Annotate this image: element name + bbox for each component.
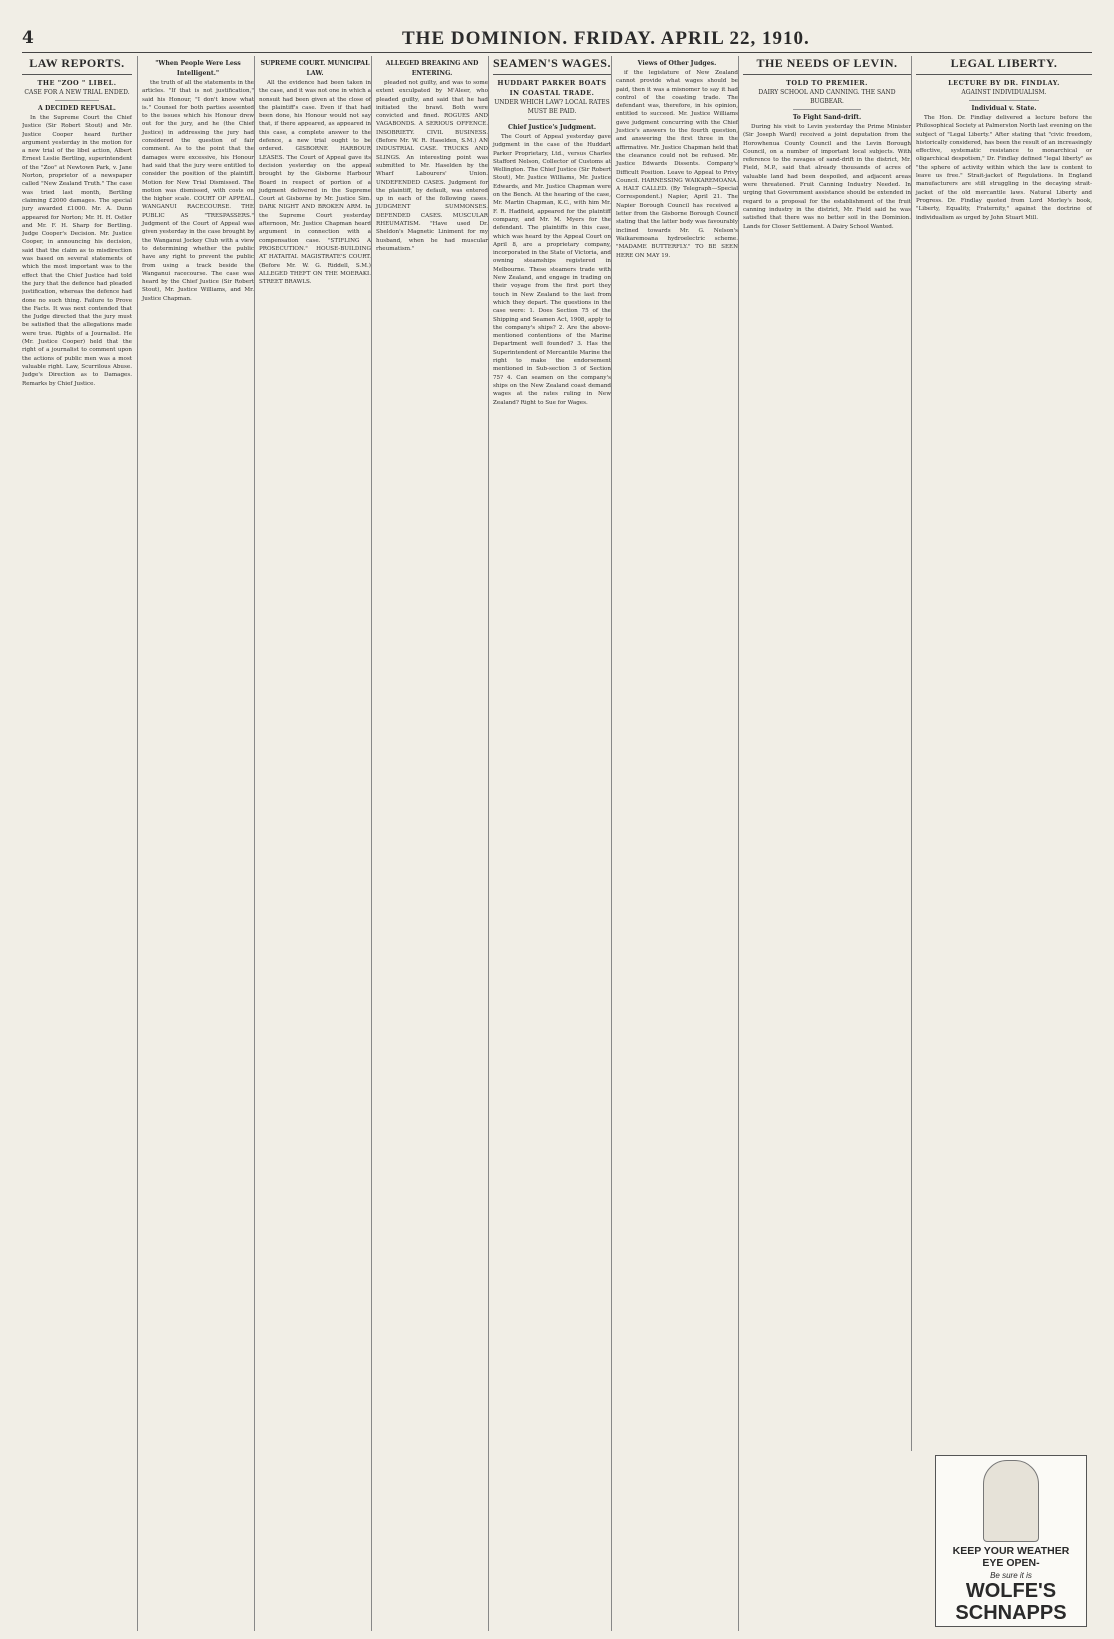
section-heading: SUPREME COURT. MUNICIPAL LAW. [260, 60, 370, 77]
column-1 [22, 56, 132, 1631]
section-heading: To Fight Sand-drift. [792, 114, 862, 121]
column-2 [137, 56, 254, 1631]
column-8 [911, 56, 1092, 1451]
article-body: if the legislature of New Zealand cannot provide what wages should be paid, then it was a misnomer to say it had control of the coasting trade. The defendant was, therefore, in his opinion, entitled to succeed. Mr. Justice Williams gave judgment concurring with the Chief Justice's answers to the fourth question, and answering the first three in the affirmative. Mr. Justice Chapman held that the clearance could not be refused. Mr. Justice Edwards Dissents. Company's Difficult Position. Leave to Appeal to Privy Council. HARNESSING WAIKAREMOANA. A HALT CALLED. (By Telegraph—Special Correspondent.) Napier, April 21. The Napier Borough Council has received a letter from the Gisborne Borough Council stating that the latter body was favourably inclined towards Mr. G. Nelson's Waikaremoana hydroelectric scheme. "MADAME BUTTERFLY." TO BE SEEN HERE ON MAY 19. [616, 70, 738, 259]
schnapps-advertisement [935, 1455, 1087, 1627]
column-7 [738, 56, 911, 1631]
article-body: All the evidence had been taken in the case, and it was not one in which a nonsuit had been given at the close of the plaintiff's case. Even if that had been done, his Honour would not say that, if there appeared, as appeared in this case, a complete answer to the defence, a new trial ought to be ordered. GISBORNE HARBOUR LEASES. The Court of Appeal gave its decision yesterday on the appeal brought by the Gisborne Harbour Board in respect of portion of a judgment delivered in the Supreme Court at Gisborne by Mr. Justice Sim. DARK NIGHT AND BROKEN ARM. In the Supreme Court yesterday afternoon, Mr. Justice Chapman heard argument in connection with a compensation case. "STIFLING A PROSECUTION." HOUSE-BUILDING AT HATAITAI. MAGISTRATE'S COURT. (Before Mr. W. G. Riddell, S.M.) ALLEGED THEFT ON THE MOERAKI. STREET BRAWLS. [259, 80, 371, 286]
column-6 [611, 56, 738, 1631]
section-heading: A DECIDED REFUSAL. [38, 105, 116, 112]
page-number: 4 [22, 28, 34, 48]
advert-line-3: Be sure it is [990, 1571, 1032, 1580]
article-body: In the Supreme Court the Chief Justice (Sir Robert Stout) and Mr. Justice Cooper heard further argument yesterday in the motion for a new trial of the libel action, Albert Ernest Leslie Bertling, superintendent of the "Zoo" at Newtown Park, v. Jane Norton, proprietor of a newspaper called "New Zealand Truth." The case was tried last month, Bertling claiming £2000 damages. The special jury awarded £1000. Mr. A. Dunn appeared for Norton; Mr. H. H. Ostler and Mr. F. H. Sharp for Bertling. Judge Cooper's Decision. Mr. Justice Cooper, in announcing his decision, said that the claim as to misdirection was based on several statements of which the most important was to the effect that the Chief Justice had told the jury that the defence had pleaded justification, whereas the defence had done no such thing. Failure to Prove the Facts. It was next contended that the Judge directed that the jury must be satisfied that the allegations made were true. Rights of a Journalist. He (Mr. Justice Cooper) held that the right of a journalist to comment upon the actions of public men was a most valuable right. Law, Scurrilous Abuse. Judge's Direction as to Damages. Remarks by Chief Justice. [22, 115, 132, 387]
deck: DAIRY SCHOOL AND CANNING. THE SAND BUGBEAR. [758, 89, 896, 105]
deck: UNDER WHICH LAW? LOCAL RATES MUST BE PAID. [494, 99, 610, 115]
headline: THE NEEDS OF LEVIN. [743, 56, 911, 75]
section-heading: "When People Were Less Intelligent." [155, 60, 241, 77]
deck: AGAINST INDIVIDUALISM. [961, 89, 1047, 96]
article-body: The Court of Appeal yesterday gave judgment in the case of the Huddart Parker Proprietary, Ltd., versus Charles Stafford Nelson, Collector of Customs at Wellington. The Chief Justice (Sir Robert Stout), Mr. Justice Williams, Mr. Justice Edwards, and Mr. Justice Chapman were on the Bench. At the hearing of the case, Mr. Martin Chapman, K.C., with him Mr. F. R. Hadfield, appeared for the plaintiff company, and Mr. M. Myers for the defendant. The plaintiffs in this case, which was heard by the Appeal Court on April 8, are a proprietary company, incorporated in the State of Victoria, and owning steamships registered in Melbourne. These steamers trade with New Zealand, and engage in trading on their voyage from the first port they touch in New Zealand to the last from which they depart. The questions in the case were: 1. Does Section 75 of the Shipping and Seamen Act, 1908, apply to the company's ships? 2. Are the above-mentioned contentions of the Marine Department well founded? 3. Has the Superintendent of Mercantile Marine the right to make the endorsement mentioned in Sub-section 3 of Section 75? 4. Can seamen on the company's ships on the New Zealand coast demand wages at the rates ruling in New Zealand? Right to Sue for Wages. [493, 134, 611, 406]
subheadline: LECTURE BY DR. FINDLAY. [948, 79, 1060, 87]
newspaper-title: THE DOMINION. FRIDAY. APRIL 22, 1910. [402, 28, 810, 49]
section-heading: Chief Justice's Judgment. [508, 124, 596, 131]
headline: SEAMEN'S WAGES. [493, 56, 611, 75]
article-body: pleaded not guilty, and was to some extent exculpated by M'Aleer, who pleaded guilty, and said that he had initiated the brawl. Both were convicted and fined. ROGUES AND VAGABONDS. A SERIOUS OFFENCE. INSOBRIETY. CIVIL BUSINESS. (Before Mr. W. R. Haselden, S.M.) AN INDUSTRIAL CASE. TRUCKS AND SLINGS. An interesting point was submitted to Mr. Haselden by the Wharf Labourers' Union. UNDEFENDED CASES. Judgment for the plaintiff, by default, was entered up in each of the following cases. JUDGMENT SUMMONSES. DEFENDED CASES. MUSCULAR RHEUMATISM. "Have used Dr. Sheldon's Magnetic Liniment for my husband, when he had muscular rheumatism." [376, 80, 488, 252]
article-body: During his visit to Levin yesterday the Prime Minister (Sir Joseph Ward) received a joint deputation from the Horowhenua County Council and the Levin Borough Council, on a number of important local subjects. With reference to the ravages of sand-drift in the district, Mr. Field, M.P., said that already thousands of acres of valuable land had been despoiled, and adjacent areas were threatened. Fruit Canning Industry Needed. In urging that Government assistance should be extended in regard to a proposal for the establishment of the fruit canning industry in the district, Mr. Field said he was satisfied that there was no better soil in the Dominion. Lands for Closer Settlement. A Dairy School Wanted. [743, 124, 911, 230]
deck: CASE FOR A NEW TRIAL ENDED. [24, 89, 130, 96]
advert-product: SCHNAPPS [955, 1602, 1067, 1624]
article-body: The Hon. Dr. Findlay delivered a lecture before the Philosophical Society at Palmerston North last evening on the subject of "Legal Liberty." After stating that "civic freedom, historically considered, has been the result of an increasingly effective, systematic resistance to monarchical or oligarchical despotism," Dr. Findlay defined "legal liberty" as "the sphere of activity within which the law is content to leave us free." Strait-jacket of Regulations. In England manufacturers are still struggling in the decaying strait-jacket of the old mercantile laws. Natural Liberty and Progress. Dr. Findlay quoted from Lord Morley's book, "Liberty, Equality, Fraternity," against the doctrine of individualism as urged by John Stuart Mill. [916, 115, 1092, 221]
headline: LAW REPORTS. [22, 56, 132, 75]
advert-brand: WOLFE'S [965, 1580, 1057, 1602]
section-heading: ALLEGED BREAKING AND ENTERING. [385, 60, 479, 77]
subheadline: THE "ZOO " LIBEL. [37, 79, 117, 87]
section-heading: Views of Other Judges. [637, 60, 717, 67]
headline: LEGAL LIBERTY. [916, 56, 1092, 75]
section-heading: Individual v. State. [971, 105, 1037, 112]
column-3 [254, 56, 371, 1631]
advert-line-1: KEEP YOUR WEATHER [952, 1545, 1070, 1557]
advert-line-2: EYE OPEN- [982, 1557, 1040, 1569]
column-4 [371, 56, 488, 1631]
subheadline: HUDDART PARKER BOATS IN COASTAL TRADE. [497, 79, 607, 97]
man-with-umbrella-illustration [983, 1460, 1039, 1542]
article-body: the truth of all the statements in the articles. "If that is not justification," said his Honour, "I don't know what is." Counsel for both parties assented to the issues which his Honour drew out for the jury, and he (the Chief Justice) in addressing the jury had considered the question of fair comment. As to the point that the damages were excessive, his Honour had said that the jury were entitled to consider the position of the plaintiff. Motion for New Trial Dismissed. The motion was dismissed, with costs on the higher scale. COURT OF APPEAL. WANGANUI RACECOURSE. THE PUBLIC AS "TRESPASSERS." Judgment of the Court of Appeal was given yesterday in the case brought by the Wanganui Jockey Club with a view to determining whether the public have any right to prevent the public from using a track beside the Wanganui racecourse. The case was heard by the Chief Justice (Sir Robert Stout), Mr. Justice Williams, and Mr. Justice Chapman. [142, 80, 254, 302]
masthead [22, 28, 1092, 53]
subheadline: TOLD TO PREMIER. [786, 79, 868, 87]
column-5 [488, 56, 611, 1631]
